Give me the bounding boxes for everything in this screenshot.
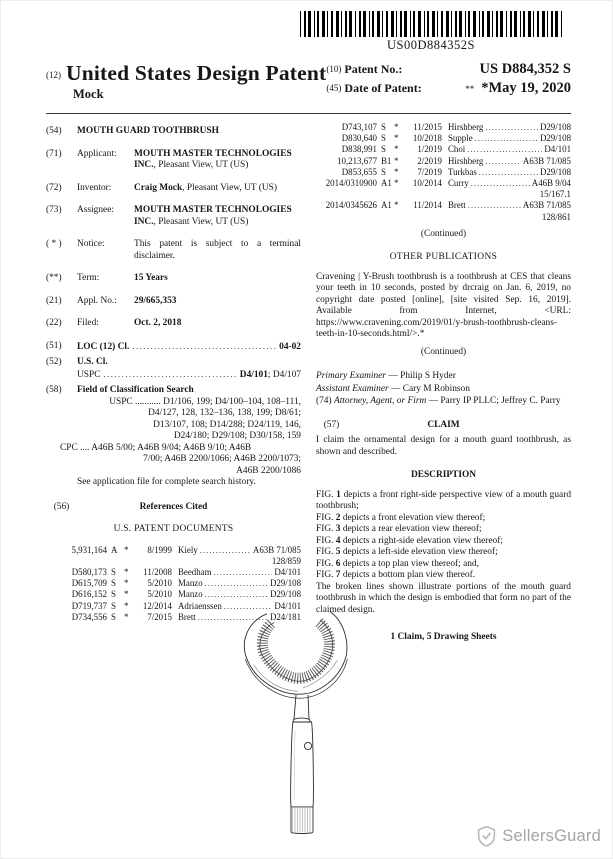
figure-description-line: FIG. 5 depicts a left-side elevation view thereof; [316,547,498,558]
figure-description-line: FIG. 1 depicts a front right-side perspective view of a mouth guard toothbrush; [316,489,572,512]
field-52-uscl: (52) U.S. Cl. [46,357,108,367]
citation-row: 2014/0345626 A1 * 11/2014 Brett ..... A63B 71/085 128/861 [316,200,571,222]
watermark-text: SellersGuard [502,826,601,845]
inventor-surname: Mock [73,87,104,101]
figure-descriptions [316,490,571,582]
kind-code: (12) [46,70,61,80]
attorney-agent-firm: (74) Attorney, Agent, or Firm — Parry IP PLLC; Jeffrey C. Parry [316,396,561,407]
applicant-name: MOUTH MASTER TECHNOLOGIES INC. [134,148,292,170]
leader-dots [132,341,276,354]
cpc-lines: CPC .... A46B 5/00; A46B 9/04; A46B 9/10; A46B 7/00; A46B 2200/1066; A46B 2200/1073; A46B 2200/1086 [60,442,301,476]
figure-description-line: FIG. 2 depicts a front elevation view thereof; [316,512,486,523]
invention-title: MOUTH GUARD TOOTHBRUSH [77,126,219,136]
patent-no-label: Patent No.: [344,62,403,76]
us-patent-citations-continued [316,122,571,223]
citation-row: D743,107 S * 11/2015 Hirshberg ..... D29/108 [316,122,571,133]
left-column [46,122,301,644]
inventor-name: Craig Mock [134,182,183,193]
leader-dots [485,156,521,167]
citation-row: 10,213,677 B1 * 2/2019 Hirshberg ..... A63B 71/085 [316,156,571,167]
leader-dots [467,144,542,155]
citation-row: D838,991 S * 1/2019 Choi ..... D4/101 [316,144,571,155]
citation-row: D580,173 S * 11/2008 Beedham ..... D4/101 [46,567,301,578]
other-publications-text: Cravening | Y-Brush toothbrush is a toothbrush at CES that cleans your teeth in 10 seconds, posted by drcraig on Jan. 6, 2019, no copyright date posted [online], [site visited Sep. 16, 2019]. Available from Internet, <URL: https://www.cravening.com/2019/01/y-brush-toothbrush-cleans-teeth-in-10-seconds.html/>.* [316,271,571,340]
application-number: 29/665,353 [134,295,177,306]
field-45-code: (45) [326,83,342,93]
page-title: United States Design Patent [66,61,327,85]
broken-lines-note: The broken lines shown illustrate portions of the mouth guard toothbrush in which the design is embodied that form no part of the claimed design. [316,581,571,615]
figure-description-line: FIG. 4 depicts a right-side elevation view thereof; [316,535,503,546]
field-51-loc: (51) LOC (12) Cl. ..... 04-02 [46,341,301,354]
toothbrush-figure [234,600,374,842]
patent-no-value: US D884,352 S [479,61,571,77]
header [46,61,571,102]
field-58-search: (58) Field of Classification Search [46,385,194,395]
publications-continued-note: (Continued) [420,346,467,357]
citation-row: 2014/0310900 A1 * 10/2014 Curry ..... A46B 9/04 15/167.1 [316,178,571,200]
watermark [476,825,601,847]
search-history-note: See application file for complete search history. [77,477,256,487]
field-72-inventor: (72) Inventor: Craig Mock, Pleasant View, UT (US) [46,182,277,193]
barcode-block [300,11,562,53]
citation-row: D734,556 S * 7/2015 Brett ..... D24/181 [46,612,301,623]
leader-dots [485,122,538,133]
leader-dots [205,578,268,589]
description-heading: DESCRIPTION [410,470,477,481]
term-value: 15 Years [134,273,168,283]
barcode-icon [300,11,562,37]
loc-class-label: LOC (12) Cl. [77,341,130,352]
leader-dots [475,133,538,144]
field-73-assignee: (73) Assignee: MOUTH MASTER TECHNOLOGIES INC., Pleasant View, UT (US) [46,205,292,227]
citation-row: D853,655 S * 7/2019 Turkbas ..... D29/108 [316,167,571,178]
citations-continued-note: (Continued) [420,228,467,239]
us-patent-documents-heading: U.S. PATENT DOCUMENTS [113,524,234,534]
claim-heading: (57) CLAIM [323,419,460,430]
field-notice: ( * ) Notice: This patent is subject to a terminal disclaimer. [46,239,301,261]
leader-dots [471,178,530,189]
citation-row: D719,737 S * 12/2014 Adriaenssen ..... D4/101 [46,601,301,612]
uspc-class-line: USPC ..... D4/101; D4/107 [46,369,301,382]
toothbrush-handle [291,695,314,834]
leader-dots [103,369,236,382]
citation-row: D830,640 S * 10/2018 Supple ..... D29/108 [316,133,571,144]
barcode-text: US00D884352S [387,38,475,52]
leader-dots [479,167,538,178]
assignee-name: MOUTH MASTER TECHNOLOGIES INC. [134,205,292,227]
mouth-guard-head [243,610,350,701]
claim-text: I claim the ornamental design for a mouth guard toothbrush, as shown and described. [316,435,571,457]
references-cited-heading: (56) References Cited [53,501,208,512]
uspc-primary-class: D4/101 [239,369,268,380]
date-of-patent-value: *May 19, 2020 [481,80,571,96]
header-rule [46,113,571,114]
leader-dots [214,567,273,578]
right-column [316,122,571,644]
figure-description-line: FIG. 3 depicts a rear elevation view thereof; [316,524,482,535]
citation-row: D615,709 S * 5/2010 Manzo ..... D29/108 [46,578,301,589]
uspc-lines: USPC ........... D1/106, 199; D4/100–104, 108–111, D4/127, 128, 132–136, 138, 199; D8/61; D13/107, 108; D14/288; D24/119, 146, D24/180; D29/108; D30/158, 159 [109,396,301,441]
examiner-block [316,371,571,408]
citation-row: 5,931,164 A * 8/1999 Kiely ..... A63B 71/085 128/859 [46,545,301,567]
claims-sheets-line: 1 Claim, 5 Drawing Sheets [390,632,497,643]
loc-class-value: 04-02 [279,341,301,352]
field-10-code: (10) [326,64,342,74]
primary-examiner: Primary Examiner — Philip S Hyder [316,371,456,382]
shield-icon [476,825,497,847]
date-of-patent-label: Date of Patent: [344,81,422,95]
field-22-filed: (22) Filed: Oct. 2, 2018 [46,318,301,330]
field-21-appl-no: (21) Appl. No.: 29/665,353 [46,296,301,308]
figure-description-line: FIG. 6 depicts a top plan view thereof; and, [316,558,479,569]
field-54-title: (54) MOUTH GUARD TOOTHBRUSH [46,126,301,138]
citation-row: D616,152 S * 5/2010 Manzo ..... D29/108 [46,589,301,600]
leader-dots [200,545,251,556]
field-71-applicant: (71) Applicant: MOUTH MASTER TECHNOLOGIES INC., Pleasant View, UT (US) [46,148,292,170]
leader-dots [205,589,268,600]
notice-text: This patent is subject to a terminal disclaimer. [134,239,301,261]
filing-date: Oct. 2, 2018 [134,318,182,328]
assistant-examiner: Assistant Examiner — Cary M Robinson [316,383,470,394]
field-term: (**) Term: 15 Years [46,273,301,285]
figure-description-line: FIG. 7 depicts a bottom plan view thereof. [316,570,476,581]
terminal-disclaimer-stars: ** [465,84,475,94]
leader-dots [468,200,521,211]
other-publications-heading: OTHER PUBLICATIONS [389,252,498,263]
